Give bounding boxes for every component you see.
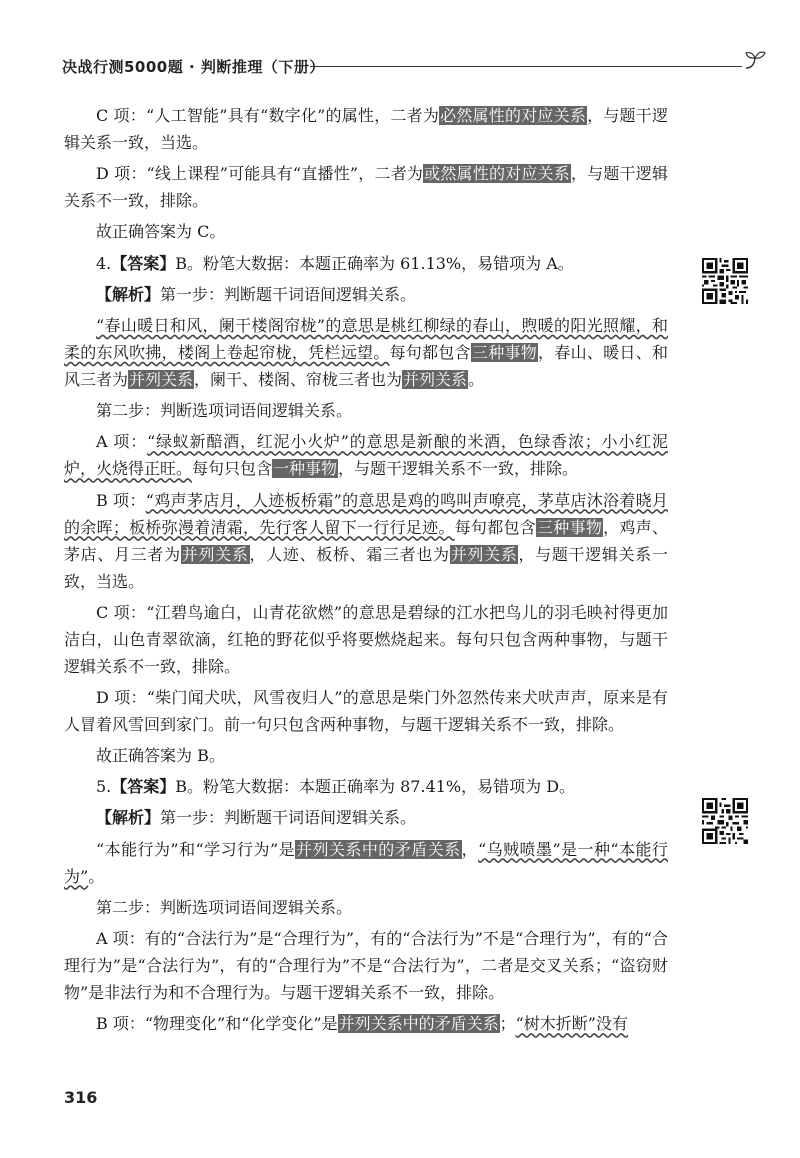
highlight: 必然属性的对应关系 xyxy=(440,106,587,125)
page-number: 316 xyxy=(64,1088,98,1107)
answer-line: 故正确答案为 C。 xyxy=(96,222,226,242)
q4-answer-line: 故正确答案为 B。 xyxy=(96,746,225,766)
page-body xyxy=(64,102,668,1041)
sprout-icon xyxy=(742,48,768,78)
q5-analysis: 【解析】第一步：判断题干词语间逻辑关系。 xyxy=(96,808,417,828)
q5-stem-paragraph: “本能行为”和“学习行为”是并列关系中的矛盾关系，“乌贼喷墨”是一种“本能行为”。 xyxy=(64,839,668,886)
q4-answer: 4.【答案】B。粉笔大数据：本题正确率为 61.13%，易错项为 A。 xyxy=(96,253,574,273)
page-header xyxy=(62,52,762,82)
header-rule xyxy=(310,66,742,67)
q4-stem-paragraph: “春山暖日和风，阑干楼阁帘栊”的意思是桃红柳绿的春山，煦暖的阳光照耀，和柔的东风吹拂，楼阁上卷起帘栊，凭栏远望。每句都包含三种事物，春山、暖日、和风三者为并列关系，阑干、楼阁、帘栊三者也为并列关系。 xyxy=(64,315,668,389)
q4-step2: 第二步：判断选项词语间逻辑关系。 xyxy=(96,401,353,421)
q5-answer: 5.【答案】B。粉笔大数据：本题正确率为 87.41%，易错项为 D。 xyxy=(96,777,576,797)
option-d-paragraph: D 项：“线上课程”可能具有“直播性”，二者为或然属性的对应关系，与题干逻辑关系不一致，排除。 xyxy=(64,164,668,211)
book-title: 决战行测5000题 · 判断推理（下册） xyxy=(62,58,325,76)
q5-option-a: A 项：有的“合法行为”是“合理行为”，有的“合法行为”不是“合理行为”，有的“合理行为”是“合法行为”，有的“合理行为”不是“合法行为”，二者是交叉关系；“盗窃财物”是非法行为和不合理行为。与题干逻辑关系不一致，排除。 xyxy=(64,929,668,1002)
q4-option-d: D 项：“柴门闻犬吠，风雪夜归人”的意思是柴门外忽然传来犬吠声声，原来是有人冒着风雪回到家门。前一句只包含两种事物，与题干逻辑关系不一致，排除。 xyxy=(64,687,668,734)
q5-step2: 第二步：判断选项词语间逻辑关系。 xyxy=(96,897,353,917)
q5-option-b: B 项：“物理变化”和“化学变化”是并列关系中的矛盾关系；“树木折断”没有 xyxy=(96,1014,628,1034)
q4-option-a: A 项：“绿蚁新醅酒，红泥小火炉”的意思是新酿的米酒，色绿香浓；小小红泥炉，火烧得正旺。每句只包含一种事物，与题干逻辑关系不一致，排除。 xyxy=(64,432,668,479)
q4-option-b: B 项：“鸡声茅店月，人迹板桥霜”的意思是鸡的鸣叫声嘹亮，茅草店沐浴着晓月的余晖；板桥弥漫着清霜，先行客人留下一行行足迹。每句都包含三种事物，鸡声、茅店、月三者为并列关系，人迹、板桥、霜三者也为并列关系，与题干逻辑关系一致，当选。 xyxy=(64,490,668,591)
qr-code-icon[interactable] xyxy=(702,258,748,304)
highlight: 或然属性的对应关系 xyxy=(424,164,570,184)
option-c-paragraph: C 项：“人工智能”具有“数字化”的属性，二者为必然属性的对应关系，与题干逻辑关系一致，当选。 xyxy=(64,106,668,152)
q4-analysis: 【解析】第一步：判断题干词语间逻辑关系。 xyxy=(96,284,417,304)
q4-option-c: C 项：“江碧鸟逾白，山青花欲燃”的意思是碧绿的江水把鸟儿的羽毛映衬得更加洁白，山色青翠欲滴，红艳的野花似乎将要燃烧起来。每句只包含两种事物，与题干逻辑关系不一致，排除。 xyxy=(64,602,668,676)
qr-code-icon[interactable] xyxy=(702,798,748,844)
